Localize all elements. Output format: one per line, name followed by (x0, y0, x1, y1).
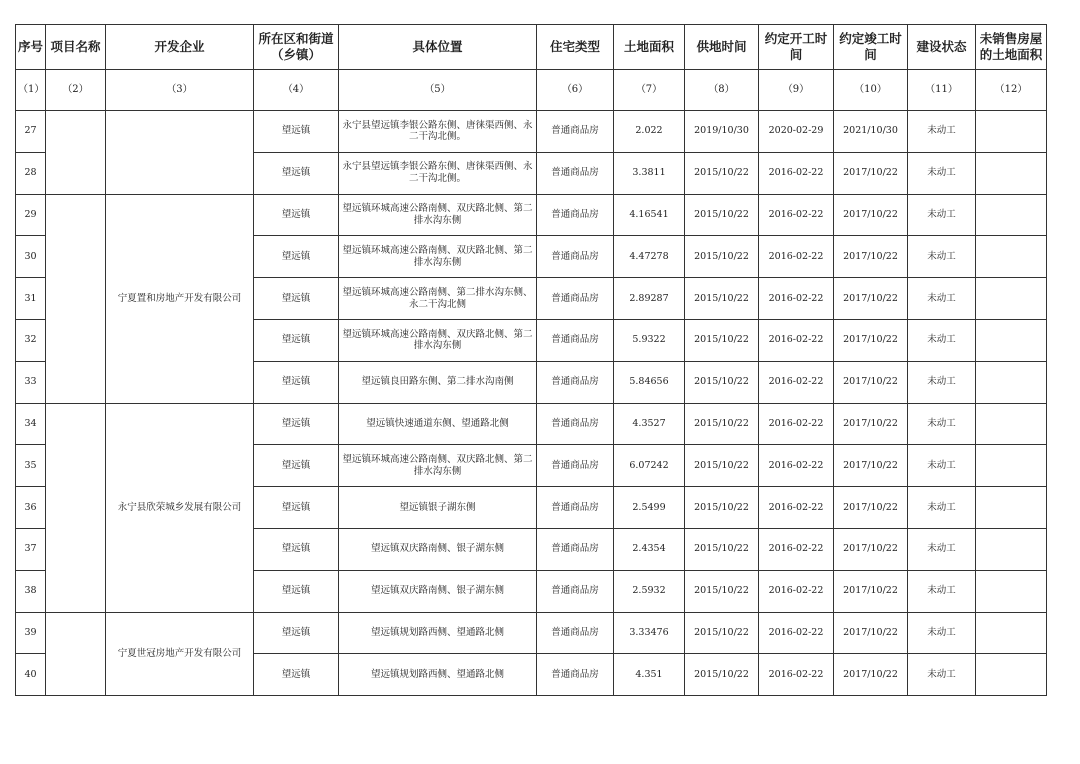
header-cell-finish-date: 约定竣工时间 (834, 25, 908, 70)
column-number-cell: （6） (537, 70, 614, 111)
project-name-cell (46, 403, 106, 612)
supply-date-cell: 2015/10/22 (685, 236, 759, 278)
housing-type-cell: 普通商品房 (537, 152, 614, 194)
status-cell: 未动工 (908, 403, 976, 445)
land-area-cell: 2.89287 (614, 278, 685, 320)
location-cell: 望远镇规划路西侧、望通路北侧 (339, 654, 537, 696)
start-date-cell: 2016-02-22 (759, 445, 834, 487)
table-row (16, 194, 1047, 236)
unsold-area-cell (976, 570, 1047, 612)
housing-type-cell: 普通商品房 (537, 445, 614, 487)
start-date-cell: 2016-02-22 (759, 654, 834, 696)
district-cell: 望远镇 (254, 487, 339, 529)
start-date-cell: 2016-02-22 (759, 570, 834, 612)
supply-date-cell: 2015/10/22 (685, 361, 759, 403)
supply-date-cell: 2015/10/22 (685, 612, 759, 654)
land-area-cell: 4.16541 (614, 194, 685, 236)
finish-date-cell: 2017/10/22 (834, 194, 908, 236)
location-cell: 望远镇环城高速公路南侧、双庆路北侧、第二排水沟东侧 (339, 236, 537, 278)
location-cell: 永宁县望远镇李银公路东侧、唐徕渠西侧、永二干沟北侧。 (339, 152, 537, 194)
finish-date-cell: 2017/10/22 (834, 528, 908, 570)
unsold-area-cell (976, 612, 1047, 654)
finish-date-cell: 2017/10/22 (834, 319, 908, 361)
housing-type-cell: 普通商品房 (537, 194, 614, 236)
status-cell: 未动工 (908, 570, 976, 612)
column-number-row (16, 70, 1047, 111)
housing-type-cell: 普通商品房 (537, 612, 614, 654)
district-cell: 望远镇 (254, 319, 339, 361)
finish-date-cell: 2017/10/22 (834, 612, 908, 654)
finish-date-cell: 2017/10/22 (834, 236, 908, 278)
supply-date-cell: 2015/10/22 (685, 570, 759, 612)
start-date-cell: 2016-02-22 (759, 152, 834, 194)
location-cell: 望远镇良田路东侧、第二排水沟南侧 (339, 361, 537, 403)
header-cell-district: 所在区和街道（乡镇） (254, 25, 339, 70)
location-cell: 永宁县望远镇李银公路东侧、唐徕渠西侧、永二干沟北侧。 (339, 111, 537, 153)
land-area-cell: 3.33476 (614, 612, 685, 654)
start-date-cell: 2016-02-22 (759, 278, 834, 320)
row-number-cell: 34 (16, 403, 46, 445)
supply-date-cell: 2019/10/30 (685, 111, 759, 153)
unsold-area-cell (976, 528, 1047, 570)
land-area-cell: 4.351 (614, 654, 685, 696)
project-name-cell (46, 111, 106, 195)
status-cell: 未动工 (908, 319, 976, 361)
supply-date-cell: 2015/10/22 (685, 528, 759, 570)
district-cell: 望远镇 (254, 570, 339, 612)
column-number-cell: （9） (759, 70, 834, 111)
project-name-cell (46, 612, 106, 696)
unsold-area-cell (976, 654, 1047, 696)
district-cell: 望远镇 (254, 152, 339, 194)
district-cell: 望远镇 (254, 236, 339, 278)
housing-type-cell: 普通商品房 (537, 361, 614, 403)
row-number-cell: 39 (16, 612, 46, 654)
status-cell: 未动工 (908, 194, 976, 236)
table-row (16, 403, 1047, 445)
unsold-area-cell (976, 152, 1047, 194)
table-row (16, 111, 1047, 153)
column-number-cell: （4） (254, 70, 339, 111)
unsold-area-cell (976, 403, 1047, 445)
column-number-cell: （7） (614, 70, 685, 111)
row-number-cell: 28 (16, 152, 46, 194)
housing-type-cell: 普通商品房 (537, 654, 614, 696)
land-area-cell: 2.022 (614, 111, 685, 153)
header-cell-project: 项目名称 (46, 25, 106, 70)
header-cell-supply-date: 供地时间 (685, 25, 759, 70)
column-number-cell: （11） (908, 70, 976, 111)
housing-type-cell: 普通商品房 (537, 278, 614, 320)
district-cell: 望远镇 (254, 403, 339, 445)
housing-type-cell: 普通商品房 (537, 236, 614, 278)
supply-date-cell: 2015/10/22 (685, 278, 759, 320)
supply-date-cell: 2015/10/22 (685, 152, 759, 194)
land-area-cell: 6.07242 (614, 445, 685, 487)
column-number-cell: （1） (16, 70, 46, 111)
land-area-cell: 2.5499 (614, 487, 685, 529)
location-cell: 望远镇银子湖东侧 (339, 487, 537, 529)
row-number-cell: 29 (16, 194, 46, 236)
developer-company-cell: 永宁县欣荣城乡发展有限公司 (106, 403, 254, 612)
supply-date-cell: 2015/10/22 (685, 445, 759, 487)
district-cell: 望远镇 (254, 445, 339, 487)
header-cell-company: 开发企业 (106, 25, 254, 70)
location-cell: 望远镇规划路西侧、望通路北侧 (339, 612, 537, 654)
header-cell-start-date: 约定开工时间 (759, 25, 834, 70)
start-date-cell: 2016-02-22 (759, 612, 834, 654)
row-number-cell: 35 (16, 445, 46, 487)
table-row (16, 612, 1047, 654)
status-cell: 未动工 (908, 487, 976, 529)
unsold-area-cell (976, 361, 1047, 403)
unsold-area-cell (976, 319, 1047, 361)
status-cell: 未动工 (908, 111, 976, 153)
land-area-cell: 5.9322 (614, 319, 685, 361)
developer-company-cell: 宁夏置和房地产开发有限公司 (106, 194, 254, 403)
finish-date-cell: 2021/10/30 (834, 111, 908, 153)
district-cell: 望远镇 (254, 528, 339, 570)
housing-type-cell: 普通商品房 (537, 570, 614, 612)
start-date-cell: 2020-02-29 (759, 111, 834, 153)
location-cell: 望远镇快速通道东侧、望通路北侧 (339, 403, 537, 445)
row-number-cell: 27 (16, 111, 46, 153)
row-number-cell: 37 (16, 528, 46, 570)
unsold-area-cell (976, 278, 1047, 320)
location-cell: 望远镇环城高速公路南侧、第二排水沟东侧、永二干沟北侧 (339, 278, 537, 320)
housing-type-cell: 普通商品房 (537, 403, 614, 445)
start-date-cell: 2016-02-22 (759, 487, 834, 529)
housing-type-cell: 普通商品房 (537, 528, 614, 570)
land-supply-table (15, 24, 1047, 696)
header-cell-area: 土地面积 (614, 25, 685, 70)
header-cell-status: 建设状态 (908, 25, 976, 70)
finish-date-cell: 2017/10/22 (834, 361, 908, 403)
finish-date-cell: 2017/10/22 (834, 278, 908, 320)
supply-date-cell: 2015/10/22 (685, 319, 759, 361)
status-cell: 未动工 (908, 612, 976, 654)
finish-date-cell: 2017/10/22 (834, 403, 908, 445)
status-cell: 未动工 (908, 654, 976, 696)
location-cell: 望远镇环城高速公路南侧、双庆路北侧、第二排水沟东侧 (339, 319, 537, 361)
supply-date-cell: 2015/10/22 (685, 194, 759, 236)
row-number-cell: 31 (16, 278, 46, 320)
row-number-cell: 33 (16, 361, 46, 403)
housing-type-cell: 普通商品房 (537, 319, 614, 361)
column-number-cell: （12） (976, 70, 1047, 111)
column-number-cell: （5） (339, 70, 537, 111)
supply-date-cell: 2015/10/22 (685, 487, 759, 529)
unsold-area-cell (976, 194, 1047, 236)
unsold-area-cell (976, 445, 1047, 487)
finish-date-cell: 2017/10/22 (834, 570, 908, 612)
column-number-cell: （8） (685, 70, 759, 111)
column-number-cell: （2） (46, 70, 106, 111)
land-area-cell: 5.84656 (614, 361, 685, 403)
column-number-cell: （10） (834, 70, 908, 111)
land-area-cell: 4.3527 (614, 403, 685, 445)
developer-company-cell: 宁夏世冠房地产开发有限公司 (106, 612, 254, 696)
header-row (16, 25, 1047, 70)
status-cell: 未动工 (908, 445, 976, 487)
unsold-area-cell (976, 236, 1047, 278)
land-area-cell: 4.47278 (614, 236, 685, 278)
start-date-cell: 2016-02-22 (759, 236, 834, 278)
status-cell: 未动工 (908, 528, 976, 570)
district-cell: 望远镇 (254, 654, 339, 696)
location-cell: 望远镇双庆路南侧、银子湖东侧 (339, 570, 537, 612)
row-number-cell: 40 (16, 654, 46, 696)
start-date-cell: 2016-02-22 (759, 319, 834, 361)
district-cell: 望远镇 (254, 612, 339, 654)
header-cell-type: 住宅类型 (537, 25, 614, 70)
district-cell: 望远镇 (254, 111, 339, 153)
column-number-cell: （3） (106, 70, 254, 111)
row-number-cell: 38 (16, 570, 46, 612)
header-cell-no: 序号 (16, 25, 46, 70)
start-date-cell: 2016-02-22 (759, 403, 834, 445)
row-number-cell: 30 (16, 236, 46, 278)
district-cell: 望远镇 (254, 361, 339, 403)
header-cell-unsold-area: 未销售房屋的土地面积 (976, 25, 1047, 70)
start-date-cell: 2016-02-22 (759, 361, 834, 403)
project-name-cell (46, 194, 106, 403)
status-cell: 未动工 (908, 236, 976, 278)
finish-date-cell: 2017/10/22 (834, 152, 908, 194)
start-date-cell: 2016-02-22 (759, 528, 834, 570)
housing-type-cell: 普通商品房 (537, 111, 614, 153)
finish-date-cell: 2017/10/22 (834, 654, 908, 696)
district-cell: 望远镇 (254, 194, 339, 236)
location-cell: 望远镇环城高速公路南侧、双庆路北侧、第二排水沟东侧 (339, 194, 537, 236)
row-number-cell: 36 (16, 487, 46, 529)
finish-date-cell: 2017/10/22 (834, 487, 908, 529)
location-cell: 望远镇环城高速公路南侧、双庆路北侧、第二排水沟东侧 (339, 445, 537, 487)
status-cell: 未动工 (908, 361, 976, 403)
status-cell: 未动工 (908, 278, 976, 320)
unsold-area-cell (976, 487, 1047, 529)
status-cell: 未动工 (908, 152, 976, 194)
start-date-cell: 2016-02-22 (759, 194, 834, 236)
unsold-area-cell (976, 111, 1047, 153)
housing-type-cell: 普通商品房 (537, 487, 614, 529)
finish-date-cell: 2017/10/22 (834, 445, 908, 487)
developer-company-cell (106, 111, 254, 195)
header-cell-location: 具体位置 (339, 25, 537, 70)
district-cell: 望远镇 (254, 278, 339, 320)
supply-date-cell: 2015/10/22 (685, 654, 759, 696)
land-area-cell: 3.3811 (614, 152, 685, 194)
land-area-cell: 2.4354 (614, 528, 685, 570)
location-cell: 望远镇双庆路南侧、银子湖东侧 (339, 528, 537, 570)
land-area-cell: 2.5932 (614, 570, 685, 612)
supply-date-cell: 2015/10/22 (685, 403, 759, 445)
row-number-cell: 32 (16, 319, 46, 361)
